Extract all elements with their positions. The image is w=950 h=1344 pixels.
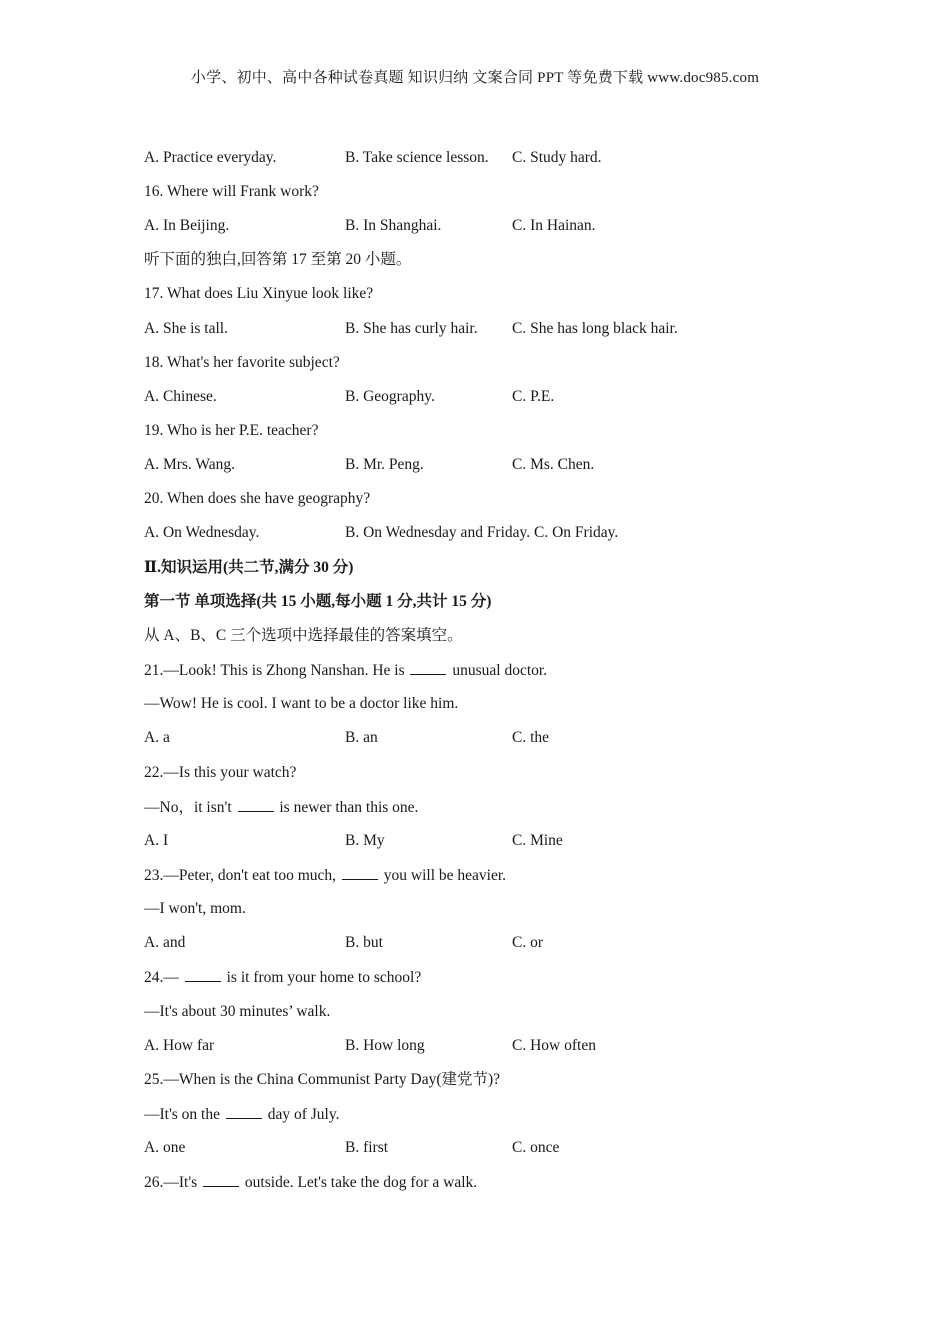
question-25-pre: —It's on the [144, 1106, 220, 1123]
answer-blank [203, 1172, 239, 1187]
question-26-post: outside. Let's take the dog for a walk. [244, 1174, 478, 1191]
option-b: B. She has curly hair. [345, 320, 478, 337]
question-21-post: unusual doctor. [452, 662, 548, 679]
answer-blank [410, 660, 446, 675]
question-22-reply [144, 797, 418, 818]
option-b: B. How long [345, 1037, 425, 1054]
question-22-pre: —No，it isn't [144, 799, 232, 816]
question-25: 25.—When is the China Communist Party Day(建党节)? [144, 1071, 501, 1088]
option-c: C. She has long black hair. [512, 320, 678, 337]
question-22: 22.—Is this your watch? [144, 764, 297, 781]
option-c: C. How often [512, 1037, 596, 1054]
option-b: B. first [345, 1139, 389, 1156]
option-a: A. I [144, 832, 169, 849]
question-19: 19. Who is her P.E. teacher? [144, 422, 319, 439]
question-24 [144, 967, 421, 988]
question-24-pre: 24.— [144, 969, 179, 986]
option-c: C. the [512, 729, 550, 746]
part-1-title: 第一节 单项选择(共 15 小题,每小题 1 分,共计 15 分) [144, 593, 492, 610]
answer-blank [342, 865, 378, 880]
question-21 [144, 660, 547, 681]
option-b: B. Geography. [345, 388, 435, 405]
part-1-instruction: 从 A、B、C 三个选项中选择最佳的答案填空。 [144, 627, 463, 644]
question-16: 16. Where will Frank work? [144, 183, 319, 200]
question-25-post: day of July. [267, 1106, 340, 1123]
question-26 [144, 1172, 477, 1193]
option-a: A. On Wednesday. [144, 524, 260, 541]
answer-blank [226, 1104, 262, 1119]
question-21-reply: —Wow! He is cool. I want to be a doctor like him. [144, 695, 459, 712]
option-c: C. or [512, 934, 543, 951]
answer-blank [185, 967, 221, 982]
question-21-pre: 21.—Look! This is Zhong Nanshan. He is [144, 662, 405, 679]
question-24-post: is it from your home to school? [226, 969, 422, 986]
option-a: A. She is tall. [144, 320, 228, 337]
option-c: C. once [512, 1139, 560, 1156]
instruction-17-20: 听下面的独白,回答第 17 至第 20 小题。 [144, 251, 412, 268]
option-c: C. Mine [512, 832, 563, 849]
option-c: C. Study hard. [512, 149, 602, 166]
option-a: A. Chinese. [144, 388, 217, 405]
option-a: A. In Beijing. [144, 217, 230, 234]
option-c: C. Ms. Chen. [512, 456, 595, 473]
question-17: 17. What does Liu Xinyue look like? [144, 285, 374, 302]
question-23-pre: 23.—Peter, don't eat too much, [144, 867, 337, 884]
question-24-reply: —It's about 30 minutes’ walk. [144, 1003, 331, 1020]
answer-blank [238, 797, 274, 812]
option-b: B. but [345, 934, 383, 951]
option-a: A. a [144, 729, 170, 746]
question-23-post: you will be heavier. [383, 867, 507, 884]
option-b: B. Take science lesson. [345, 149, 489, 166]
option-b: B. an [345, 729, 378, 746]
option-b: B. Mr. Peng. [345, 456, 424, 473]
option-a: A. How far [144, 1037, 215, 1054]
question-26-pre: 26.—It's [144, 1174, 198, 1191]
option-a: A. and [144, 934, 186, 951]
option-c: C. P.E. [512, 388, 555, 405]
section-2-title: Ⅱ.知识运用(共二节,满分 30 分) [144, 559, 354, 576]
question-23-reply: —I won't, mom. [144, 900, 246, 917]
question-22-post: is newer than this one. [279, 799, 419, 816]
option-a: A. Mrs. Wang. [144, 456, 236, 473]
option-c: C. In Hainan. [512, 217, 596, 234]
option-a: A. Practice everyday. [144, 149, 277, 166]
option-b: B. My [345, 832, 385, 849]
option-b-c: B. On Wednesday and Friday. C. On Friday. [345, 524, 619, 541]
page-header: 小学、初中、高中各种试卷真题 知识归纳 文案合同 PPT 等免费下载 www.doc985.com [190, 70, 760, 86]
option-b: B. In Shanghai. [345, 217, 442, 234]
question-25-reply [144, 1104, 339, 1125]
option-a: A. one [144, 1139, 186, 1156]
question-23 [144, 865, 506, 886]
question-18: 18. What's her favorite subject? [144, 354, 340, 371]
question-20: 20. When does she have geography? [144, 490, 371, 507]
